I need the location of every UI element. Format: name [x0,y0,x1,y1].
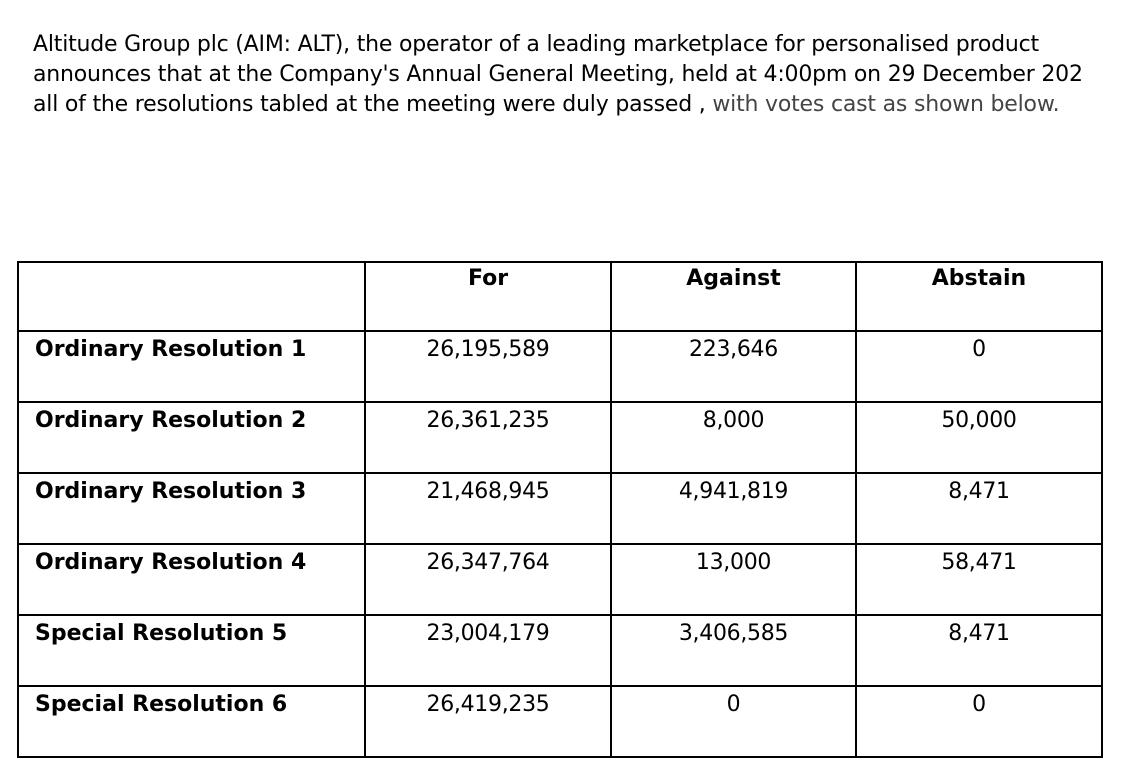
announcement-line-3 [33,90,1124,120]
announcement-line-3-main: all of the resolutions tabled at the meeting were duly passed , [33,92,706,117]
votes-against: 223,646 [611,331,856,402]
resolution-label: Special Resolution 6 [18,686,365,757]
announcement-text [33,30,1124,120]
votes-for: 21,468,945 [365,473,611,544]
votes-table [17,261,1103,758]
votes-for: 26,347,764 [365,544,611,615]
announcement-line-1: Altitude Group plc (AIM: ALT), the operator of a leading marketplace for personalised product [33,32,1039,57]
votes-abstain: 50,000 [856,402,1102,473]
announcement-line-2: announces that at the Company's Annual General Meeting, held at 4:00pm on 29 December 202 [33,62,1083,87]
votes-against: 8,000 [611,402,856,473]
votes-against: 3,406,585 [611,615,856,686]
resolution-label: Ordinary Resolution 4 [18,544,365,615]
table-row [18,615,1102,686]
header-for: For [365,262,611,331]
table-row [18,686,1102,757]
votes-abstain: 0 [856,686,1102,757]
votes-for: 23,004,179 [365,615,611,686]
votes-for: 26,195,589 [365,331,611,402]
table-row [18,473,1102,544]
header-abstain: Abstain [856,262,1102,331]
resolution-label: Special Resolution 5 [18,615,365,686]
votes-abstain: 0 [856,331,1102,402]
table-row [18,544,1102,615]
table-row [18,331,1102,402]
header-against: Against [611,262,856,331]
votes-abstain: 58,471 [856,544,1102,615]
resolution-label: Ordinary Resolution 2 [18,402,365,473]
votes-abstain: 8,471 [856,615,1102,686]
votes-for: 26,419,235 [365,686,611,757]
resolution-label: Ordinary Resolution 3 [18,473,365,544]
votes-abstain: 8,471 [856,473,1102,544]
announcement-line-3-tail: with votes cast as shown below. [705,92,1060,117]
votes-for: 26,361,235 [365,402,611,473]
table-header-row [18,262,1102,331]
votes-against: 4,941,819 [611,473,856,544]
table-row [18,402,1102,473]
resolution-label: Ordinary Resolution 1 [18,331,365,402]
votes-against: 13,000 [611,544,856,615]
header-resolution [18,262,365,331]
votes-against: 0 [611,686,856,757]
